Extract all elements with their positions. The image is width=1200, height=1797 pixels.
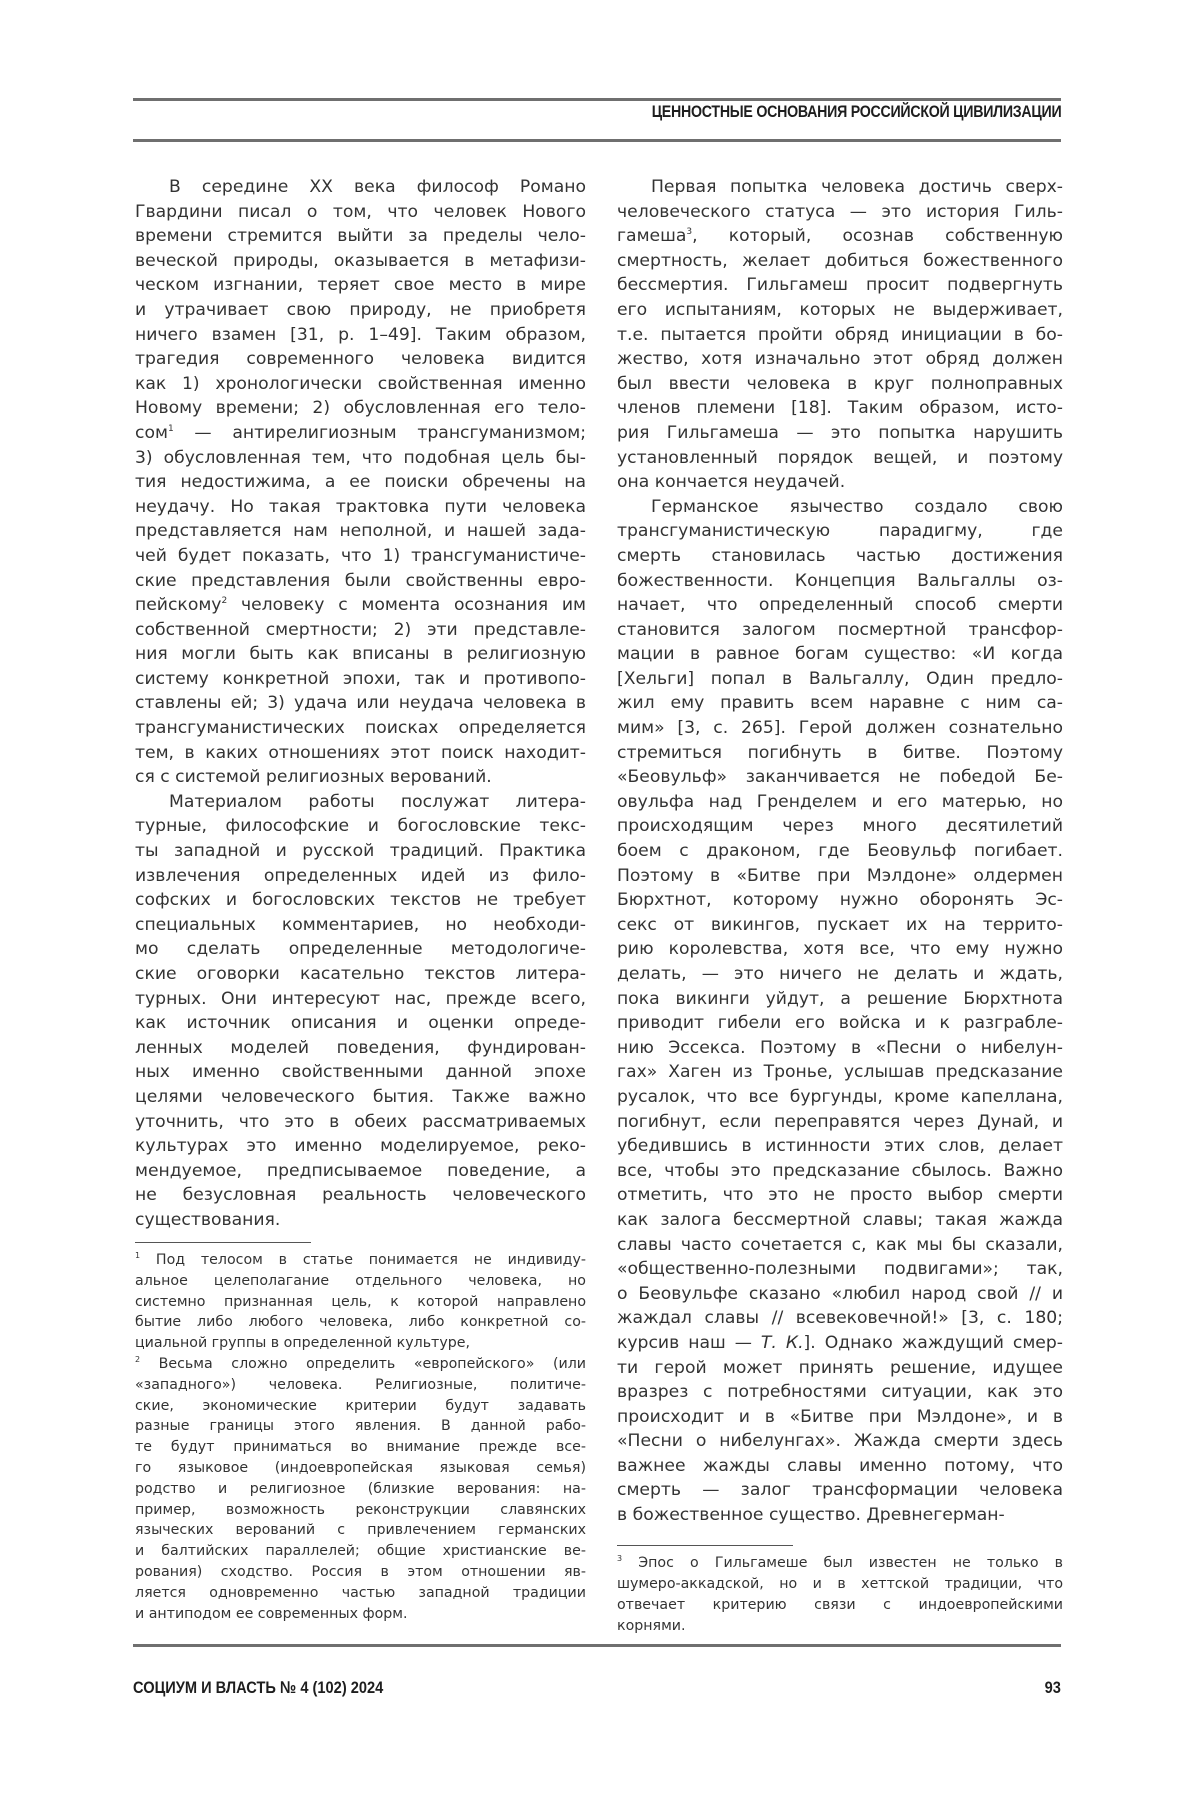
text-line: происходящим через много десятилетий [617, 816, 1063, 837]
text-line: трансгуманистическую парадигму, где [617, 521, 1063, 542]
text-line: Гвардини писал о том, что человек Нового [135, 201, 586, 222]
text-line: уточнить, что это в обеих рассматриваемых [135, 1111, 586, 1132]
footnote-number: 2 [135, 1355, 141, 1365]
text-line: [Хельги] попал в Вальгаллу, Один предло- [617, 668, 1063, 689]
text-line: был ввести человека в круг полноправных [617, 373, 1063, 394]
text-line: ставлены ей; 3) удача или неудача человека в [135, 693, 586, 714]
text-line: смерть — залог трансформации человека [617, 1480, 1063, 1501]
text-line: важнее жажды славы именно потому, что [617, 1455, 1063, 1476]
text-line: овульфа над Гренделем и его матерью, но [617, 791, 1063, 812]
author-initials: Т. К. [751, 1332, 804, 1353]
footnotes [617, 1553, 1063, 1636]
text-line: приводит гибели его войска и к разграбле- [617, 1013, 1063, 1034]
text-line: русалок, что все бургунды, кроме капеллана, [617, 1086, 1063, 1107]
text-line: жество, хотя изначально этот обряд должен [617, 349, 1063, 370]
footnote-line: корнями. [617, 1617, 686, 1634]
footnote-line: и балтийских параллелей; общие христианские ве- [135, 1543, 586, 1560]
text-line: ские оговорки касательно текстов литера- [135, 964, 586, 984]
footnote-line: системно признанная цель, к которой направлено [135, 1293, 586, 1310]
text-line: мации в равное богам существо: «И когда [617, 644, 1063, 665]
text-line: извлечения определенных идей из фило- [135, 865, 586, 886]
text-line: его испытаниям, которых не выдерживает, [617, 299, 1063, 320]
text-line: культурах это именно моделируемое, реко- [135, 1136, 586, 1157]
text-line: установленный порядок вещей, и поэтому [617, 447, 1063, 468]
text-line: Бюрхтнот, которому нужно оборонять Эс- [617, 890, 1063, 911]
text-line: о Беовульфе сказано «любил народ свой // и [617, 1283, 1063, 1304]
text-line: ния могли быть как вписаны в религиозную [135, 644, 586, 665]
text-line: курсив наш — Т. К.]. Однако жаждущий смер- [617, 1332, 1063, 1353]
footnote-line: и антиподом ее современных форм. [135, 1605, 408, 1622]
footnote-line: языческих верований с привлечением германских [135, 1522, 586, 1539]
footnote-number: 1 [135, 1251, 141, 1261]
text-line: ных именно свойственными данной эпохе [135, 1062, 586, 1083]
text-line: ские представления были свойственны евро- [135, 570, 586, 591]
text-line: собственной смертности; 2) эти представле- [135, 619, 586, 640]
text-line: чей будет показать, что 1) трансгуманистиче- [135, 545, 586, 566]
text-line: Первая попытка человека достичь сверх- [651, 177, 1063, 197]
footnote-line: отвечает критерию связи с индоевропейскими [617, 1596, 1063, 1613]
text-line: турных. Они интересуют нас, прежде всего, [135, 988, 586, 1009]
header-rule-top [133, 98, 1061, 101]
text-line: как источник описания и оценки опреде- [135, 1013, 586, 1034]
text-line: ничего взамен [31, p. 1–49]. Таким образом, [135, 324, 586, 345]
text-line: все, чтобы это предсказание сбылось. Важно [617, 1160, 1063, 1181]
page-number: 93 [1044, 1678, 1061, 1697]
text-line: человеческого статуса — это история Гиль- [617, 201, 1063, 222]
text-line: т.е. пытается пройти обряд инициации в бо- [617, 324, 1063, 345]
text-line: становится залогом посмертной трансфор- [617, 619, 1063, 640]
text-line: веческой природы, оказывается в метафизи- [135, 250, 586, 271]
text-line: как залога бессмертной славы; такая жажда [617, 1209, 1063, 1230]
text-line: «Беовульф» заканчивается не победой Бе- [617, 767, 1063, 788]
footnote-separator [135, 1242, 311, 1244]
text-line: пока викинги уйдут, а решение Бюрхтнота [617, 988, 1063, 1009]
text-line: существования. [135, 1209, 281, 1230]
footnote-line: го языковое (индоевропейская языковая семья) [135, 1460, 586, 1476]
text-line: пейскому$^2$ человеку с момента осознания им [135, 595, 586, 616]
text-line: как 1) хронологически свойственная именно [135, 373, 586, 394]
journal-title: СОЦИУМ И ВЛАСТЬ № 4 (102) 2024 [133, 1678, 384, 1697]
text-line: божественности. Концепция Вальгаллы оз- [617, 570, 1063, 591]
header-rule-bottom [133, 139, 1061, 142]
text-line: ты западной и русской традиций. Практика [135, 841, 586, 862]
text-line: Германское язычество создало свою [651, 496, 1063, 517]
text-line: рию королевства, хотя все, что ему нужно [617, 939, 1063, 960]
text-line: тем, в каких отношениях этот поиск находит- [135, 742, 586, 763]
footnote-line: шумеро-аккадской, но и в хеттской традиции, что [617, 1575, 1063, 1592]
text-line: секс от викингов, пускает их на террито- [617, 914, 1063, 935]
footnote-line: родство и религиозное (близкие верования: на- [135, 1480, 586, 1497]
footnote-number: 3 [617, 1554, 623, 1564]
footnote-line: $^2$ Весьма сложно определить «европейского» (или [135, 1355, 586, 1373]
text-line: вразрез с потребностями ситуации, как это [617, 1382, 1063, 1403]
text-line: не безусловная реальность человеческого [135, 1185, 586, 1206]
text-line: сом$^1$ — антирелигиозным трансгуманизмом; [135, 422, 586, 443]
text-line: жил ему править всем наравне с ним са- [617, 693, 1063, 714]
text-line: тия недостижима, а ее поиски обречены на [135, 472, 586, 493]
text-line: Поэтому в «Битве при Мэлдоне» олдермен [617, 865, 1063, 886]
text-line: стремиться погибнуть в битве. Поэтому [617, 742, 1063, 763]
footnote-line: ляется одновременно частью западной традиции [135, 1584, 586, 1601]
footnote-ref-2: 2 [221, 596, 228, 607]
text-line: и утрачивает свою природу, не приобретя [135, 299, 586, 320]
footnote-line: альное целеполагание отдельного человека, но [135, 1272, 586, 1289]
text-line: трансгуманистических поисках определяется [135, 718, 586, 739]
text-line: рия Гильгамеша — это попытка нарушить [617, 422, 1063, 443]
text-line: ся с системой религиозных верований. [135, 767, 492, 788]
footnote-ref-1: 1 [167, 423, 174, 434]
footnote-line: рования) сходство. Россия в этом отношении яв- [135, 1563, 586, 1580]
text-line: ческом изгнании, теряет свое место в мире [135, 275, 586, 296]
text-line: бессмертия. Гильгамеш просит подвергнуть [617, 275, 1063, 296]
text-line: славы часто сочетается с, как мы бы сказали, [617, 1234, 1063, 1255]
text-line: убедившись в истинности этих слов, делает [617, 1136, 1063, 1157]
text-line: турные, философские и богословские текс- [135, 816, 586, 837]
text-line: времени стремится выйти за пределы чело- [135, 226, 586, 247]
text-line: она кончается неудачей. [617, 472, 846, 493]
text-line: делать, — это ничего не делать и ждать, [617, 964, 1063, 984]
text-line: «общественно-полезными подвигами»; так, [617, 1259, 1063, 1280]
text-line: специальных комментариев, но необходи- [135, 914, 586, 935]
text-line: целями человеческого бытия. Также важно [135, 1086, 586, 1107]
text-line: мим» [3, с. 265]. Герой должен сознательно [617, 718, 1063, 739]
text-line: Новому времени; 2) обусловленная его тело- [135, 398, 586, 419]
text-line: мо сделать определенные методологиче- [135, 939, 586, 960]
footnote-ref-3: 3 [686, 227, 693, 238]
paragraph [135, 175, 586, 790]
footnote-line: бытие либо любого человека, либо конкретной со- [135, 1314, 586, 1331]
footnote-line: «западного») человека. Религиозные, политиче- [135, 1376, 586, 1393]
text-line: В середине XX века философ Романо [169, 177, 586, 197]
right-column [617, 175, 1063, 1636]
text-line: смерть становилась частью достижения [617, 545, 1063, 566]
footnote-line: циальной группы в определенной культуре, [135, 1335, 470, 1352]
text-line: гах» Хаген из Тронье, услышав предсказание [617, 1062, 1063, 1083]
text-line: софских и богословских текстов не требует [135, 890, 586, 911]
footnote-line: разные границы этого явления. В данной рабо- [135, 1418, 586, 1435]
text-line: гамеша$^3$, который, осознав собственную [617, 226, 1063, 247]
text-line: происходит и в «Битве при Мэлдоне», и в [617, 1406, 1063, 1427]
text-line: трагедия современного человека видится [135, 349, 586, 370]
left-column [135, 175, 586, 1624]
footnote-line: $^3$ Эпос о Гильгамеше был известен не только в [617, 1554, 1064, 1572]
text-line: неудачу. Но такая трактовка пути человека [135, 496, 586, 517]
footnote-line: ские, экономические критерии будут задавать [135, 1397, 586, 1414]
footnote-separator [617, 1545, 793, 1547]
text-line: боем с драконом, где Беовульф погибает. [617, 841, 1063, 862]
text-line: 3) обусловленная тем, что подобная цель бы- [135, 447, 586, 468]
paragraph [617, 495, 1063, 1528]
footnote-line: те будут приниматься во внимание прежде все- [135, 1439, 586, 1456]
text-line: отметить, что это не просто выбор смерти [617, 1185, 1063, 1206]
text-line: систему конкретной эпохи, так и противопо- [135, 668, 586, 689]
text-line: мендуемое, предписываемое поведение, а [135, 1160, 586, 1181]
footnote-line: пример, возможность реконструкции славянских [135, 1501, 586, 1518]
running-head: ЦЕННОСТНЫЕ ОСНОВАНИЯ РОССИЙСКОЙ ЦИВИЛИЗАЦИИ [651, 103, 1061, 121]
footer-rule [133, 1644, 1061, 1647]
text-line: начает, что определенный способ смерти [617, 595, 1063, 616]
text-line: ленных моделей поведения, фундирован- [135, 1037, 586, 1058]
text-line: в божественное существо. Древнегерман- [617, 1505, 1005, 1526]
text-line: нию Эссекса. Поэтому в «Песни о нибелун- [617, 1037, 1063, 1058]
text-line: членов племени [18]. Таким образом, исто- [617, 398, 1063, 419]
paragraph [135, 790, 586, 1233]
text-line: жаждал славы // всевековечной!» [3, с. 180; [617, 1308, 1063, 1329]
footnote-line: $^1$ Под телосом в статье понимается не индивиду- [135, 1251, 587, 1269]
text-line: представляется нам неполной, и нашей зада- [135, 521, 586, 542]
text-line: ти герой может принять решение, идущее [617, 1357, 1063, 1378]
text-line: смертность, желает добиться божественного [617, 250, 1063, 271]
text-line: «Песни о нибелунгах». Жажда смерти здесь [617, 1431, 1063, 1452]
paragraph [617, 175, 1063, 495]
text-line: Материалом работы послужат литера- [169, 791, 586, 812]
footnotes [135, 1250, 586, 1624]
text-line: погибнут, если переправятся через Дунай, и [617, 1111, 1063, 1132]
